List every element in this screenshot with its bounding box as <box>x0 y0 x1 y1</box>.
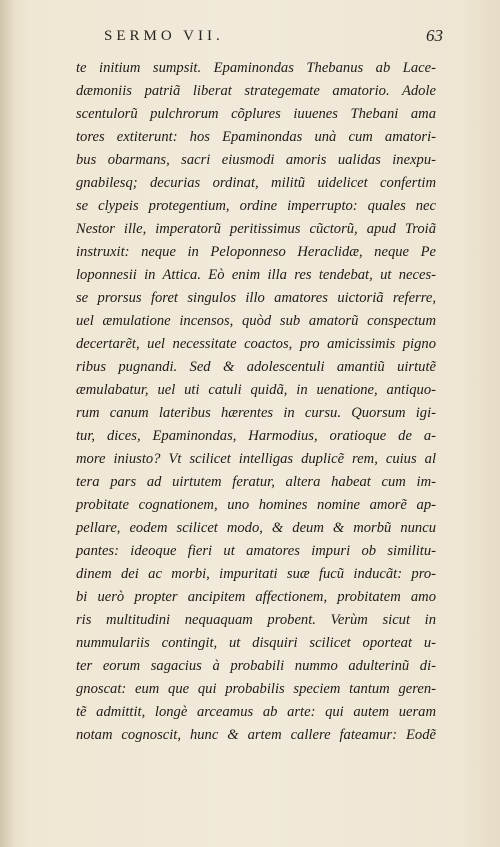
text-line: uel æmulatione incensos, quòd sub amatorũ conspectum <box>76 313 436 329</box>
text-line: dinem dei ac morbi, impuritati suæ fucũ inducãt: pro- <box>76 566 436 582</box>
text-line: pantes: ideoque fieri ut amatores impuri ob similitu- <box>76 543 436 559</box>
text-line: æmulabatur, uel uti catuli quidã, in uenatione, antiquo- <box>76 382 436 398</box>
text-line: bi uerò propter ancipitem affectionem, probitatem amo <box>76 589 436 605</box>
text-line: dæmoniis patriã liberat strategemate amatorio. Adole <box>76 83 436 99</box>
text-line: scentulorũ pulchrorum cõplures iuuenes Thebani ama <box>76 106 436 122</box>
page-number: 63 <box>426 26 443 45</box>
text-line: ter eorum sagacius à probabili nummo adulterinũ di- <box>76 658 436 674</box>
text-line: ris multitudini nequaquam probent. Verùm sicut in <box>76 612 436 628</box>
gutter-shadow <box>0 0 14 847</box>
text-line: te initium sumpsit. Epaminondas Thebanus ab Lace- <box>76 60 436 76</box>
text-line: rum canum lateribus hærentes in cursu. Quorsum igi- <box>76 405 436 421</box>
text-line: se clypeis protegentium, ordine imperrupto: quales nec <box>76 198 436 214</box>
text-line: nummulariis contingit, ut disquiri scilicet oporteat u- <box>76 635 436 651</box>
text-line: tera pars ad uirtutem feratur, altera habeat cum im- <box>76 474 436 490</box>
text-line: instruxit: neque in Peloponneso Heraclidæ, neque Pe <box>76 244 436 260</box>
text-line: Nestor ille, imperatorũ peritissimus cũctorũ, apud Troiã <box>76 221 436 237</box>
text-line: probitate cognationem, uno homines nomine amorẽ ap- <box>76 497 436 513</box>
text-line: pellare, eodem scilicet modo, & deum & morbũ nuncu <box>76 520 436 536</box>
text-line: tur, dices, Epaminondas, Harmodius, oratioque de a- <box>76 428 436 444</box>
text-line: gnabilesq; decurias ordinat, militũ uidelicet confertim <box>76 175 436 191</box>
text-line: notam cognoscit, hunc & artem callere fateamur: Eodẽ <box>76 727 436 743</box>
text-line: se prorsus foret singulos illo amatores uictoriã referre, <box>76 290 436 306</box>
text-line: gnoscat: eum que qui probabilis speciem tantum geren- <box>76 681 436 697</box>
running-title: SERMO VII. <box>104 28 224 44</box>
text-line: bus obarmans, sacri eiusmodi amoris ualidas inexpu- <box>76 152 436 168</box>
text-line: loponnesii in Attica. Eò enim illa res tendebat, ut neces- <box>76 267 436 283</box>
text-line: decertarẽt, uel necessitate coactos, pro amicissimis pigno <box>76 336 436 352</box>
text-line: ribus pugnandi. Sed & adolescentuli amantiũ uirtutẽ <box>76 359 436 375</box>
text-line: tores extiterunt: hos Epaminondas unà cum amatori- <box>76 129 436 145</box>
main-text-block <box>76 57 436 747</box>
text-line: more iniusto? Vt scilicet intelligas duplicẽ rem, cuius al <box>76 451 436 467</box>
text-line: tẽ admittit, longè arceamus ab arte: qui autem ueram <box>76 704 436 720</box>
